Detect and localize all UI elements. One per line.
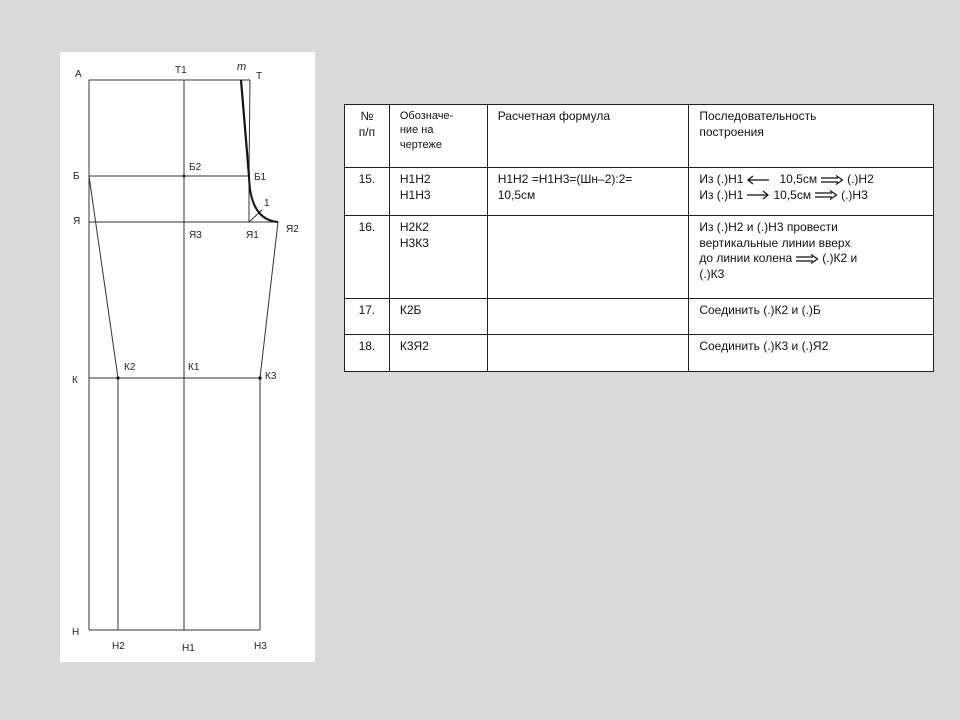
line-K2-B xyxy=(89,176,118,378)
label-t: т xyxy=(237,61,247,73)
row-formula xyxy=(487,168,689,216)
pattern-drawing-svg xyxy=(60,52,315,662)
table-header-row xyxy=(345,105,934,168)
line-Ya1-1 xyxy=(249,210,262,222)
row-formula xyxy=(487,299,689,335)
label-1: 1 xyxy=(264,198,270,209)
label-N2: Н2 xyxy=(112,641,125,652)
label-Ya2: Я2 xyxy=(286,224,299,235)
row-num: 17. xyxy=(345,299,390,335)
label-Ya: Я xyxy=(73,216,81,227)
line-t-B1 xyxy=(241,80,249,176)
header-designation-line: ние на xyxy=(399,124,434,137)
table-row xyxy=(345,216,934,299)
line-K3-Ya2 xyxy=(260,222,278,378)
sequence-line xyxy=(699,251,923,267)
header-sequence-line: построения xyxy=(699,124,764,139)
double-right-arrow-icon xyxy=(814,190,838,200)
sequence-line: Соединить (.)К2 и (.)Б xyxy=(699,303,821,317)
header-sequence-line: Последовательность xyxy=(699,109,817,123)
header-num xyxy=(345,105,390,168)
sequence-text: Из (.)Н1 xyxy=(699,172,744,186)
sequence-line xyxy=(699,172,923,188)
label-N3: Н3 xyxy=(254,641,267,652)
label-B1: Б1 xyxy=(254,172,267,183)
sequence-text: 10,5см xyxy=(773,187,812,202)
point-B2 xyxy=(183,175,186,178)
line-T-B1 xyxy=(249,80,250,176)
row-sequence xyxy=(689,168,934,216)
sequence-line: Соединить (.)К3 и (.)Я2 xyxy=(699,339,829,353)
header-num-line: № xyxy=(360,109,374,123)
sequence-text: 10,5см xyxy=(779,172,818,186)
row-designation xyxy=(389,216,487,299)
right-arrow-icon xyxy=(746,190,770,200)
row-formula xyxy=(487,335,689,372)
construction-steps-table xyxy=(344,104,934,372)
double-right-arrow-icon xyxy=(820,175,844,185)
header-formula xyxy=(487,105,689,168)
table-row xyxy=(345,299,934,335)
designation-line: К3Я2 xyxy=(399,339,429,353)
sequence-line xyxy=(699,188,923,204)
row-sequence xyxy=(689,299,934,335)
sequence-text: до линии колена xyxy=(699,251,793,266)
label-K: К xyxy=(72,375,78,386)
sequence-text: (.)Н2 xyxy=(847,172,874,186)
sequence-line: (.)К3 xyxy=(699,266,725,281)
header-designation-line: чертеже xyxy=(399,138,442,151)
row-designation xyxy=(389,335,487,372)
designation-line: Н1Н3 xyxy=(399,187,431,202)
double-right-arrow-icon xyxy=(795,254,819,264)
point-K2 xyxy=(116,376,119,379)
label-A: А xyxy=(75,69,82,80)
label-N1: Н1 xyxy=(182,643,195,654)
sequence-line: вертикальные линии вверх xyxy=(699,235,851,250)
formula-line: 10,5см xyxy=(497,187,536,202)
label-T: Т xyxy=(256,71,263,82)
sequence-text: (.)Н3 xyxy=(841,187,868,202)
header-num-line: п/п xyxy=(358,124,376,139)
row-num: 15. xyxy=(345,168,390,216)
row-sequence xyxy=(689,335,934,372)
designation-line: Н2К2 xyxy=(399,220,429,234)
sequence-line: Из (.)Н2 и (.)Н3 провести xyxy=(699,220,838,234)
row-formula xyxy=(487,216,689,299)
label-Ya1: Я1 xyxy=(246,230,259,241)
sequence-text: (.)К2 и xyxy=(822,251,858,266)
label-K3: К3 xyxy=(265,371,277,382)
row-num: 18. xyxy=(345,335,390,372)
row-num: 16. xyxy=(345,216,390,299)
header-designation-line: Обозначе- xyxy=(399,110,454,122)
label-B: Б xyxy=(73,171,80,182)
designation-line: К2Б xyxy=(399,303,422,317)
left-arrow-icon xyxy=(746,175,770,185)
point-K3 xyxy=(258,376,261,379)
label-B2: Б2 xyxy=(189,162,202,173)
label-Ya3: Я3 xyxy=(189,230,202,241)
sequence-text: Из (.)Н1 xyxy=(699,187,744,202)
table-row xyxy=(345,168,934,216)
formula-line: Н1Н2 =Н1Н3=(Шн–2):2= xyxy=(497,172,633,186)
table-row xyxy=(345,335,934,372)
header-designation xyxy=(389,105,487,168)
pattern-drawing xyxy=(60,52,315,662)
label-N: Н xyxy=(72,627,80,638)
designation-line: Н1Н2 xyxy=(399,172,431,186)
row-designation xyxy=(389,299,487,335)
row-sequence xyxy=(689,216,934,299)
label-K1: К1 xyxy=(188,362,200,373)
designation-line: Н3К3 xyxy=(399,235,429,250)
label-K2: К2 xyxy=(124,362,136,373)
header-formula-text: Расчетная формула xyxy=(497,109,611,123)
row-designation xyxy=(389,168,487,216)
label-T1: Т1 xyxy=(175,65,187,76)
header-sequence xyxy=(689,105,934,168)
